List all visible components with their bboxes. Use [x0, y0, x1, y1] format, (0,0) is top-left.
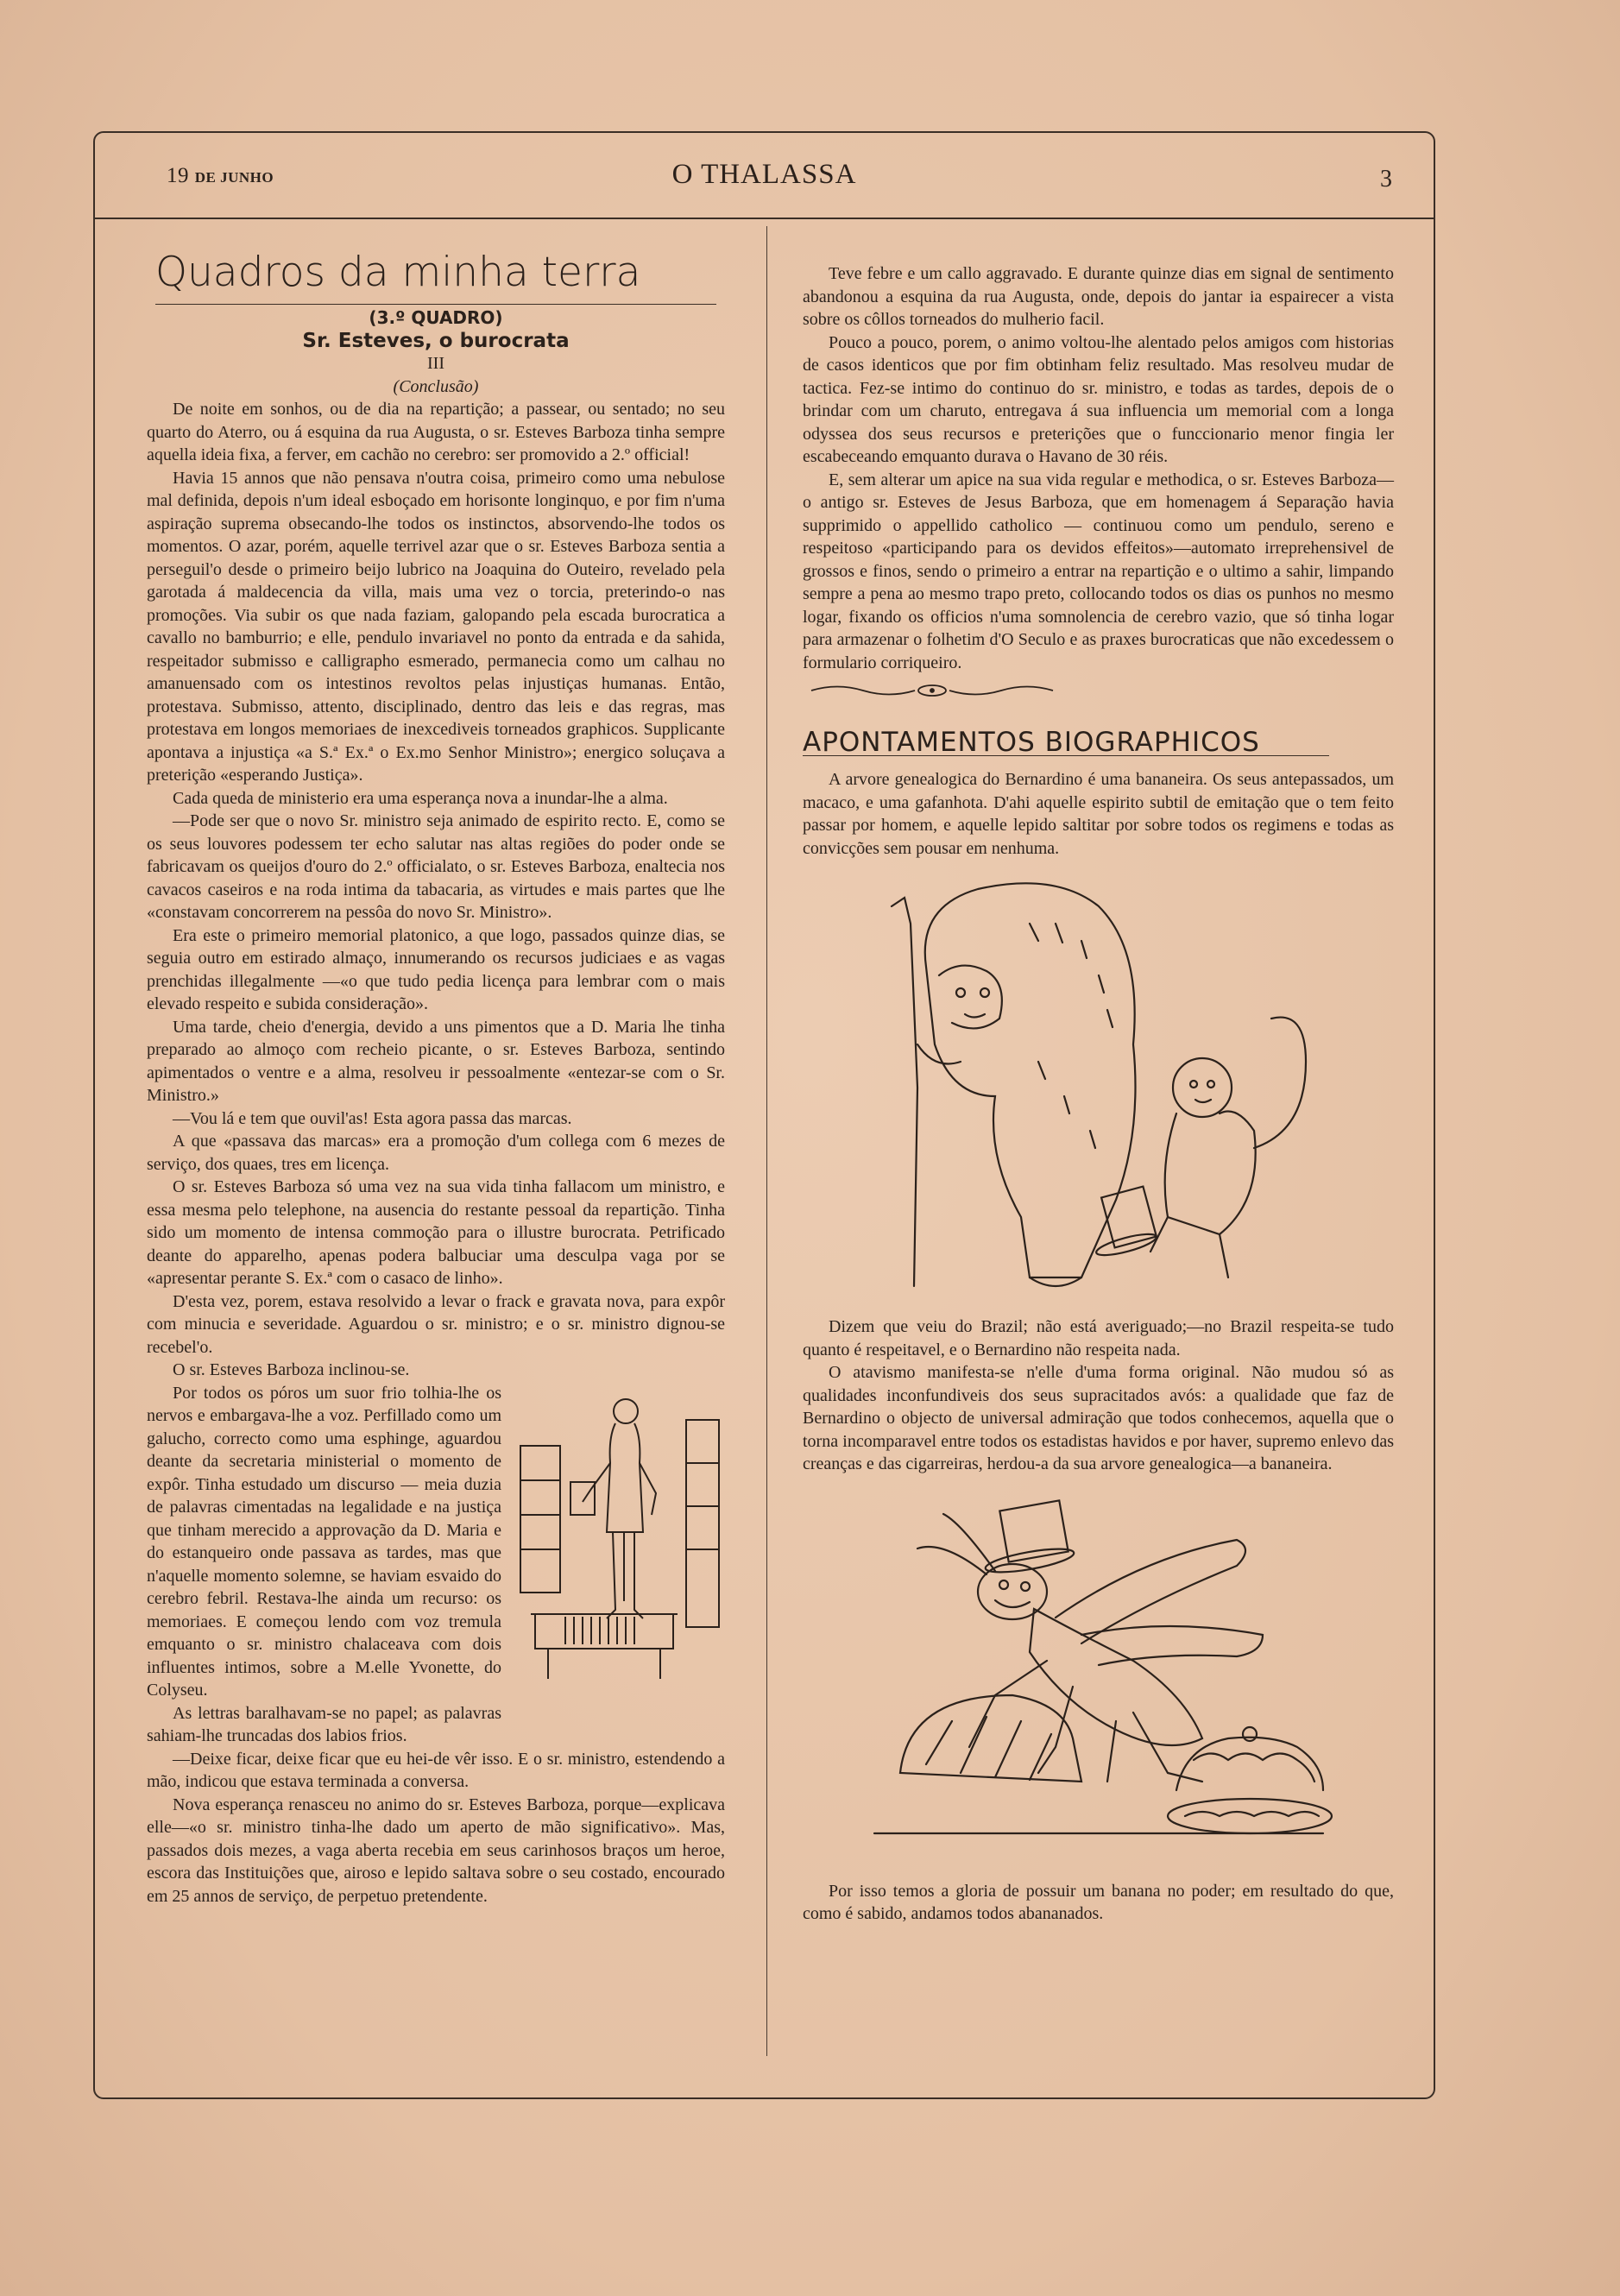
article-paragraph: O sr. Esteves Barboza inclinou-se. — [173, 1360, 410, 1379]
section-paragraph: Dizem que veiu do Brazil; não está averiguado;—no Brazil respeita-se tudo quanto é respeitavel, e o Bernardino não respeita nada. — [803, 1317, 1394, 1359]
grasshopper-illustration — [857, 1488, 1340, 1868]
subheading-part: III — [427, 354, 444, 373]
issue-day: 19 — [167, 164, 189, 187]
article-paragraph: —Deixe ficar, deixe ficar que eu hei-de vêr isso. E o sr. ministro, estendendo a mão, indicou que estava terminada a conversa. — [147, 1749, 725, 1791]
article-paragraph: Era este o primeiro memorial platonico, a que logo, passados quinze dias, se seguia outro em estirado almaço, innumerando os recursos judiciaes e as vagas prenchidas illegalmente —«o que tudo pedia licença para lembrar com o mais elevado respeito e subida consideração». — [147, 925, 725, 1013]
ape-and-monkey-illustration — [857, 872, 1340, 1303]
section-paragraph: A arvore genealogica do Bernardino é uma bananeira. Os seus antepassados, um macaco, e uma gafanhota. D'ahi aquelle espirito subtil de emitação que o tem feito passar por homem, e aquelle lepido saltitar por sobre todos os regimens e todas as convicções sem pousar em nenhuma. — [803, 770, 1394, 858]
article-paragraph: —Pode ser que o novo Sr. ministro seja animado de espirito recto. E, como se os seus louvores podessem ter echo salutar nas altas regiões do poder onde se fabricavam os queijos d'ouro do 2.º officialato, o sr. Esteves Barboza, enaltecia nos cavacos caseiros e na roda intima da tabacaria, as virtudes e mais partes que lhe «constavam concorrerem na pessôa do novo Sr. Ministro». — [147, 811, 725, 922]
page-number: 3 — [1380, 166, 1392, 192]
article-paragraph: A que «passava das marcas» era a promoção d'um collega com 6 mezes de serviço, dos quaes, tres em licença. — [147, 1132, 725, 1174]
left-column — [147, 249, 725, 1908]
article-paragraph: —Vou lá e tem que ouvil'as! Esta agora passa das marcas. — [173, 1108, 572, 1128]
header-rule — [93, 218, 1435, 219]
subheading-note: (Conclusão) — [393, 376, 479, 396]
closing-paragraph: Por isso temos a gloria de possuir um banana no poder; em resultado do que, como é sabido, andamos todos abananados. — [803, 1881, 1394, 1923]
article-paragraph: E, sem alterar um apice na sua vida regular e methodica, o sr. Esteves Barboza—o antigo sr. Esteves de Jesus Barboza, que em homenagem á Separação havia supprimido o appellido catholico — continuou como um pendulo, sereno e respeitoso «participando para os devidos effeitos»—automato irreprehensivel de grossos e finos, sendo o primeiro a entrar na repartição e o ultimo a sahir, limpando sempre a pena ao mesmo trapo preto, collocando todos os dias os punhos no mesmo logar, fixando os officios n'uma somnolencia de cerebro vazio, que só tinha logar para armazenar o folhetim d'O Seculo e as praxes burocraticas que não excedessem o formulario corriqueiro. — [803, 470, 1394, 672]
article-paragraph: Havia 15 annos que não pensava n'outra coisa, primeiro como uma nebulose mal definida, depois n'um ideal esboçado em horisonte longinquo, e por fim n'uma aspiração suprema obsecando-lhe todos os instinctos, absorvendo-lhe todos os momentos. O azar, porém, aquelle terrivel azar que o sr. Esteves Barboza sentia a perseguil'o desde o primeiro beijo lubrico na Joaquina do Outeiro, revelado pela garotada á maldecencia da villa, mais uma vez o torcia, preterindo-o nas promoções. Via subir os que nada faziam, galopando pela escada burocratica a cavallo no bamburrio; e elle, pendulo invariavel no ponto da entrada e da sahida, respeitador submisso e calligrapho esmerado, permanecia como um calhau no amanuensado com os intestinos revoltos pelas injustiças humanas. Então, protestava. Submisso, attento, disciplinado, dentro das leis e das regras, mas protestava em longos memoriaes de inexcediveis torneados graphicos. Supplicante apontava a injustiça «a S.ª Ex.ª o Ex.mo Senhor Ministro»; energico soluçava a preterição «esperando Justiça». — [147, 468, 725, 785]
page-header — [93, 138, 1435, 220]
issue-month: DE JUNHO — [194, 169, 274, 186]
heading-rule — [155, 304, 716, 305]
article-paragraph: Nova esperança renasceu no animo do sr. Esteves Barboza, porque—explicava elle—«o sr. ministro tinha-lhe dado um aperto de mão significativo». Mas, passados dois mezes, a vaga aberta recebia em seus carinhosos braços um heroe, escora das Instituições que, airoso e lepido saltava sobre o seu costado, encourado em 25 annos de serviço, de perpetuo pretendente. — [147, 1795, 725, 1906]
caption-block — [803, 1315, 1394, 1476]
article-paragraph: Por todos os póros um suor frio tolhia-lhe os nervos e embargava-lhe a voz. Perfillado como um galucho, correcto como uma esphinge, aguardou deante da secretaria ministerial o momento de expôr. Tinha estudado um discurso — meia duzia de palavras cimentadas na legalidade e na justiça que tinham merecido a approvação da D. Maria e do estanqueiro onde passava as tardes, mas que n'aquelle momento solemne, se haviam esvaido do cerebro febril. Restava-lhe ainda um recurso: os memoriaes. E começou lendo com voz tremula emquanto o sr. ministro chalaceava com dois influentes intimos, sobre a M.elle Yvonette, do Colyseu. — [147, 1383, 501, 1700]
article-paragraph: As lettras baralhavam-se no papel; as palavras sahiam-lhe truncadas dos labios frios. — [147, 1703, 501, 1745]
section-paragraph: O atavismo manifesta-se n'elle d'uma forma original. Não mudou só as qualidades inconfundiveis dos seus supracitados avós: a qualidade que faz de Bernardino o objecto de universal admiração que todos conhecemos, aquella que o torna incomparavel entre todos os estadistas havidos e por haver, supremo enlevo das creanças e das cigarreiras, herdou-a da sua arvore genealogica—a bananeira. — [803, 1363, 1394, 1473]
subheading-quadro: (3.º QUADRO) — [369, 307, 503, 328]
article-paragraph: O sr. Esteves Barboza só uma vez na sua vida tinha fallacom um ministro, e essa mesma pelo telephone, na ausencia do restante pessoal da repartição. Tinha sido um momento de intensa commoção para o illustre burocrata. Petrificado deante do apparelho, apenas podera balbuciar uma desculpa vaga por se «apresentar perante S. Ex.ª com o casaco de linho». — [147, 1177, 725, 1288]
right-column — [803, 262, 1394, 1926]
article-paragraph: De noite em sonhos, ou de dia na repartição; a passear, ou sentado; no seu quarto do Aterro, ou á esquina da rua Augusta, o sr. Esteves Barboza tinha sempre aquella ideia fixa, a ferver, em cachão no cerebro: ser promovido a 2.º official! — [147, 400, 725, 464]
newspaper-title: O THALASSA — [671, 159, 857, 190]
article-paragraph: Uma tarde, cheio d'energia, devido a uns pimentos que a D. Maria lhe tinha preparado ao almoço com recheio picante, o sr. Esteves Barboza, sentindo apimentados o ventre e a alma, resolveu ir pessoalmente «entezar-se com o Sr. Ministro.» — [147, 1017, 725, 1105]
section-heading: APONTAMENTOS BIOGRAPHICOS — [803, 726, 1260, 758]
article-paragraph: D'esta vez, porem, estava resolvido a levar o frack e gravata nova, para expôr com minucia e severidade. Aguardou o sr. ministro; e o sr. ministro dignou-se recebel'o. — [147, 1291, 725, 1357]
ornament-divider — [803, 683, 1062, 698]
article-heading: Quadros da minha terra — [155, 249, 641, 296]
column-divider — [766, 226, 767, 2056]
subheading-name: Sr. Esteves, o burocrata — [302, 329, 570, 352]
clerk-illustration — [514, 1385, 725, 1713]
article-paragraph: Teve febre e um callo aggravado. E durante quinze dias em signal de sentimento abandonou a esquina da rua Augusta, onde, depois do jantar ia espairecer a vista sobre os côllos torneados do mulherio facil. — [803, 264, 1394, 329]
article-paragraph: Cada queda de ministerio era uma esperança nova a inundar-lhe a alma. — [173, 788, 668, 808]
article-paragraph: Pouco a pouco, porem, o animo voltou-lhe alentado pelos amigos com historias de casos identicos que por fim obtinham feliz resultado. Mas resolveu mudar de tactica. Fez-se intimo do continuo do sr. ministro, e todas as tardes, depois de o brindar com um charuto, entregava á sua influencia um memorial com a longa odyssea dos seus recursos e preterições que o funccionario menor fingia ler escabeceando emquanto durava o Havano de 30 réis. — [803, 332, 1394, 466]
